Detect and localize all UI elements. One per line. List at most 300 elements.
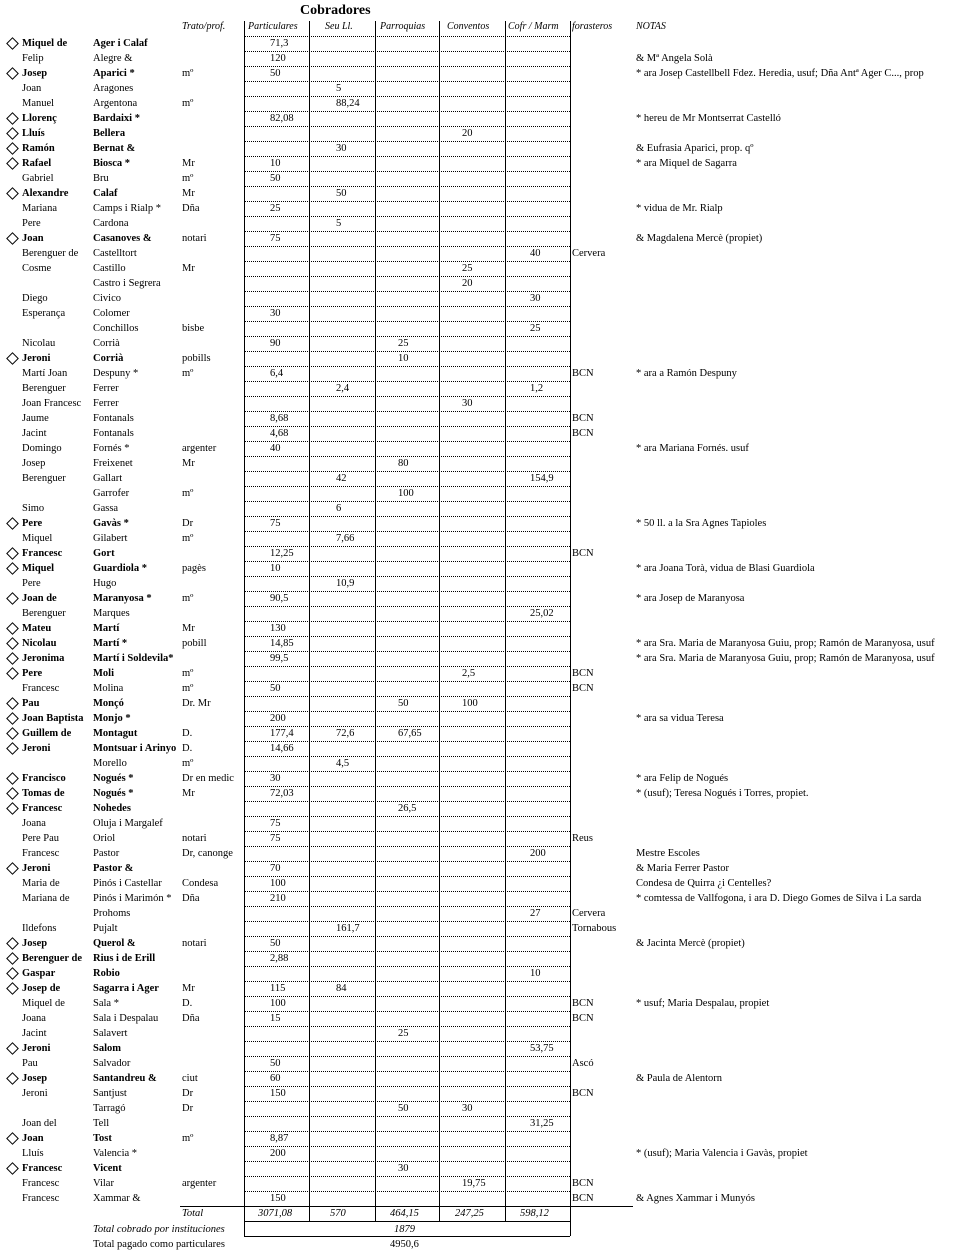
total-divider: [309, 1206, 310, 1221]
forasteros-cell: BCN: [572, 413, 594, 424]
table-row: [0, 276, 973, 291]
first-name: Josep de: [22, 983, 61, 994]
first-name: Simo: [22, 503, 45, 514]
table-row: [0, 1026, 973, 1041]
total-label: Total: [182, 1208, 204, 1219]
title-profession: mº: [182, 1133, 194, 1144]
table-row: [0, 381, 973, 396]
row-divider: [244, 321, 570, 322]
table-row: [0, 726, 973, 741]
note-cell: * usuf; Maria Despalau, propiet: [636, 998, 770, 1009]
table-row: [0, 696, 973, 711]
row-divider: [244, 471, 570, 472]
surname: Maranyosa *: [93, 593, 152, 604]
first-name: Cosme: [22, 263, 52, 274]
table-row: [0, 531, 973, 546]
title-profession: bisbe: [182, 323, 205, 334]
title-profession: Mr: [182, 623, 195, 634]
table-row: [0, 1086, 973, 1101]
title-profession: Dr: [182, 518, 194, 529]
row-divider: [244, 171, 570, 172]
table-row: [0, 471, 973, 486]
table-row: [0, 66, 973, 81]
first-name: Berenguer: [22, 383, 66, 394]
title-profession: Condesa: [182, 878, 219, 889]
row-divider: [244, 1026, 570, 1027]
total-divider: [439, 1206, 440, 1221]
title-profession: mº: [182, 668, 194, 679]
row-divider: [244, 291, 570, 292]
forasteros-cell: BCN: [572, 1193, 594, 1204]
surname: Querol &: [93, 938, 136, 949]
note-cell: Condesa de Quirra ¿i Centelles?: [636, 878, 772, 889]
diamond-marker-icon: [6, 1042, 19, 1055]
amount-cell: 99,5: [270, 653, 289, 664]
amount-cell: 2,4: [336, 383, 350, 394]
note-cell: * ara Sra. Maria de Maranyosa Guiu, prop; Ramón de Maranyosa, usuf: [636, 653, 935, 664]
forasteros-cell: BCN: [572, 548, 594, 559]
table-row: [0, 546, 973, 561]
row-divider: [244, 276, 570, 277]
row-divider: [244, 936, 570, 937]
diamond-marker-icon: [6, 1132, 19, 1145]
column-divider: [439, 21, 440, 1206]
first-name: Francesc: [22, 848, 60, 859]
table-row: [0, 231, 973, 246]
surname: Fornés *: [93, 443, 130, 454]
first-name: Jeroni: [22, 1043, 51, 1054]
title-profession: Dr: [182, 1103, 194, 1114]
diamond-marker-icon: [6, 712, 19, 725]
table-row: [0, 291, 973, 306]
amount-cell: 30: [336, 143, 347, 154]
amount-cell: 200: [530, 848, 546, 859]
diamond-marker-icon: [6, 187, 19, 200]
first-name: Josep: [22, 1073, 48, 1084]
first-name: Josep: [22, 938, 48, 949]
surname: Casanoves &: [93, 233, 152, 244]
amount-cell: 90: [270, 338, 281, 349]
first-name: Berenguer de: [22, 248, 79, 259]
surname: Aparici *: [93, 68, 135, 79]
table-row: [0, 831, 973, 846]
diamond-marker-icon: [6, 1072, 19, 1085]
table-row: [0, 846, 973, 861]
note-cell: * ara Miquel de Sagarra: [636, 158, 737, 169]
table-row: [0, 591, 973, 606]
table-row: [0, 996, 973, 1011]
amount-cell: 30: [398, 1163, 409, 1174]
surname: Rius i de Erill: [93, 953, 156, 964]
first-name: Francesc: [22, 683, 60, 694]
row-divider: [244, 486, 570, 487]
title-profession: mº: [182, 683, 194, 694]
total-conventos: 247,25: [455, 1208, 484, 1219]
row-divider: [244, 186, 570, 187]
surname: Valencia *: [93, 1148, 138, 1159]
diamond-marker-icon: [6, 982, 19, 995]
amount-cell: 20: [462, 128, 473, 139]
surname: Castillo: [93, 263, 126, 274]
table-row: [0, 141, 973, 156]
row-divider: [244, 231, 570, 232]
table-row: [0, 171, 973, 186]
first-name: Joan Francesc: [22, 398, 82, 409]
note-cell: * (usuf); Teresa Nogués i Torres, propiet.: [636, 788, 809, 799]
first-name: Joan Baptista: [22, 713, 84, 724]
row-divider: [244, 531, 570, 532]
amount-cell: 177,4: [270, 728, 294, 739]
row-divider: [244, 801, 570, 802]
first-name: Domingo: [22, 443, 62, 454]
diamond-marker-icon: [6, 547, 19, 560]
surname: Pinós i Marimón *: [93, 893, 172, 904]
amount-cell: 75: [270, 233, 281, 244]
diamond-marker-icon: [6, 772, 19, 785]
first-name: Berenguer: [22, 473, 66, 484]
amount-cell: 42: [336, 473, 347, 484]
diamond-marker-icon: [6, 67, 19, 80]
title-profession: mº: [182, 488, 194, 499]
row-divider: [244, 981, 570, 982]
amount-cell: 150: [270, 1088, 286, 1099]
note-cell: & Magdalena Mercè (propiet): [636, 233, 763, 244]
header-parroquias: Parroquias: [380, 21, 426, 32]
title-profession: Dr en medic: [182, 773, 234, 784]
title-profession: mº: [182, 368, 194, 379]
header-forasteros: forasteros: [572, 21, 613, 32]
first-name: Jacint: [22, 428, 47, 439]
total-divider: [570, 1206, 571, 1221]
title-profession: Mr: [182, 263, 195, 274]
first-name: Miquel: [22, 533, 53, 544]
table-row: [0, 1191, 973, 1206]
first-name: Gaspar: [22, 968, 56, 979]
row-divider: [244, 351, 570, 352]
first-name: Lluís: [22, 128, 45, 139]
amount-cell: 72,03: [270, 788, 294, 799]
table-row: [0, 1041, 973, 1056]
surname: Aragones: [93, 83, 134, 94]
table-row: [0, 651, 973, 666]
diamond-marker-icon: [6, 727, 19, 740]
table-row: [0, 741, 973, 756]
surname: Corrià: [93, 353, 124, 364]
amount-cell: 5: [336, 218, 342, 229]
first-name: Tomas de: [22, 788, 65, 799]
amount-cell: 90,5: [270, 593, 289, 604]
table-row: [0, 1161, 973, 1176]
first-name: Joan: [22, 83, 42, 94]
title-profession: Dr: [182, 1088, 194, 1099]
row-divider: [244, 876, 570, 877]
column-divider: [244, 21, 245, 1206]
note-cell: & Agnes Xammar i Munyós: [636, 1193, 755, 1204]
amount-cell: 200: [270, 1148, 286, 1159]
amount-cell: 154,9: [530, 473, 554, 484]
amount-cell: 14,85: [270, 638, 294, 649]
amount-cell: 210: [270, 893, 286, 904]
row-divider: [244, 1131, 570, 1132]
table-row: [0, 861, 973, 876]
total-parroquias: 464,15: [390, 1208, 419, 1219]
row-divider: [244, 336, 570, 337]
row-divider: [244, 1011, 570, 1012]
header-trato: Trato/prof.: [182, 21, 226, 32]
row-divider: [244, 786, 570, 787]
note-cell: & Eufrasia Aparici, prop. qº: [636, 143, 754, 154]
first-name: Francesc: [22, 1193, 60, 1204]
first-name: Lluís: [22, 1148, 44, 1159]
first-name: Joan: [22, 233, 44, 244]
forasteros-cell: Cervera: [572, 908, 606, 919]
amount-cell: 72,6: [336, 728, 355, 739]
first-name: Pere: [22, 578, 41, 589]
amount-cell: 20: [462, 278, 473, 289]
row-divider: [244, 591, 570, 592]
row-divider: [244, 261, 570, 262]
row-divider: [244, 921, 570, 922]
header-notas: NOTAS: [636, 21, 666, 32]
table-row: [0, 1011, 973, 1026]
note-cell: * ara Josep Castellbell Fdez. Heredia, usuf; Dña Antª Ager C..., prop: [636, 68, 924, 79]
first-name: Berenguer: [22, 608, 66, 619]
forasteros-cell: Reus: [572, 833, 593, 844]
first-name: Jeroni: [22, 743, 51, 754]
table-row: [0, 891, 973, 906]
surname: Salom: [93, 1043, 122, 1054]
amount-cell: 15: [270, 1013, 281, 1024]
first-name: Francisco: [22, 773, 66, 784]
note-cell: * 50 ll. a la Sra Agnes Tapioles: [636, 518, 767, 529]
diamond-marker-icon: [6, 112, 19, 125]
row-divider: [244, 546, 570, 547]
amount-cell: 50: [398, 698, 409, 709]
surname: Pujalt: [93, 923, 118, 934]
amount-cell: 7,66: [336, 533, 355, 544]
surname: Camps i Rialp *: [93, 203, 161, 214]
note-cell: & Jacinta Mercè (propiet): [636, 938, 745, 949]
title-profession: notari: [182, 833, 207, 844]
first-name: Diego: [22, 293, 48, 304]
row-divider: [244, 771, 570, 772]
table-row: [0, 51, 973, 66]
amount-cell: 50: [398, 1103, 409, 1114]
surname: Martí: [93, 623, 120, 634]
title-profession: D.: [182, 743, 193, 754]
amount-cell: 130: [270, 623, 286, 634]
note-cell: * ara Sra. Maria de Maranyosa Guiu, prop; Ramón de Maranyosa, usuf: [636, 638, 935, 649]
surname: Salavert: [93, 1028, 128, 1039]
surname: Despuny *: [93, 368, 139, 379]
surname: Marques: [93, 608, 130, 619]
amount-cell: 30: [270, 773, 281, 784]
surname: Sala *: [93, 998, 119, 1009]
surname: Xammar &: [93, 1193, 141, 1204]
row-divider: [244, 1161, 570, 1162]
surname: Santandreu &: [93, 1073, 157, 1084]
row-divider: [244, 696, 570, 697]
row-divider: [244, 891, 570, 892]
first-name: Josep: [22, 458, 46, 469]
row-divider: [244, 516, 570, 517]
table-row: [0, 96, 973, 111]
note-cell: * ara Mariana Fornés. usuf: [636, 443, 749, 454]
surname: Santjust: [93, 1088, 127, 1099]
first-name: Jeroni: [22, 1088, 48, 1099]
column-divider: [505, 21, 506, 1206]
title-profession: Mr: [182, 158, 195, 169]
first-name: Pere Pau: [22, 833, 60, 844]
table-row: [0, 951, 973, 966]
row-divider: [244, 441, 570, 442]
surname: Oluja i Margalef: [93, 818, 163, 829]
row-divider: [244, 366, 570, 367]
diamond-marker-icon: [6, 802, 19, 815]
surname: Monçó: [93, 698, 124, 709]
surname: Tarragó: [93, 1103, 126, 1114]
row-divider: [244, 576, 570, 577]
note-cell: & Maria Ferrer Pastor: [636, 863, 730, 874]
forasteros-cell: Ascó: [572, 1058, 594, 1069]
amount-cell: 50: [270, 1058, 281, 1069]
amount-cell: 25: [398, 338, 409, 349]
row-divider: [244, 846, 570, 847]
row-divider: [244, 756, 570, 757]
table-row: [0, 81, 973, 96]
diamond-marker-icon: [6, 562, 19, 575]
header-conventos: Conventos: [447, 21, 490, 32]
table-row: [0, 801, 973, 816]
amount-cell: 150: [270, 1193, 286, 1204]
first-name: Pere: [22, 518, 43, 529]
surname: Calaf: [93, 188, 118, 199]
surname: Ferrer: [93, 383, 119, 394]
amount-cell: 5: [336, 83, 342, 94]
surname: Gallart: [93, 473, 123, 484]
diamond-marker-icon: [6, 862, 19, 875]
row-divider: [244, 1101, 570, 1102]
table-row: [0, 786, 973, 801]
first-name: Joan del: [22, 1118, 57, 1129]
first-name: Mateu: [22, 623, 52, 634]
row-divider: [244, 951, 570, 952]
amount-cell: 88,24: [336, 98, 360, 109]
title-profession: mº: [182, 593, 194, 604]
table-row: [0, 756, 973, 771]
table-row: [0, 441, 973, 456]
table-row: [0, 201, 973, 216]
amount-cell: 10: [270, 563, 281, 574]
amount-cell: 10,9: [336, 578, 355, 589]
first-name: Josep: [22, 68, 48, 79]
row-divider: [244, 456, 570, 457]
title-profession: notari: [182, 233, 207, 244]
surname: Monjo *: [93, 713, 131, 724]
column-divider: [309, 21, 310, 1206]
table-row: [0, 636, 973, 651]
surname: Freixenet: [93, 458, 133, 469]
row-divider: [244, 66, 570, 67]
first-name: Guillem de: [22, 728, 72, 739]
row-divider: [244, 636, 570, 637]
row-divider: [244, 96, 570, 97]
surname: Bellera: [93, 128, 126, 139]
forasteros-cell: BCN: [572, 1178, 594, 1189]
surname: Oriol: [93, 833, 116, 844]
surname: Colomer: [93, 308, 130, 319]
first-name: Jeroni: [22, 353, 51, 364]
diamond-marker-icon: [6, 967, 19, 980]
total-divider: [244, 1206, 245, 1221]
row-divider: [244, 1116, 570, 1117]
amount-cell: 4,68: [270, 428, 289, 439]
title-profession: Mr: [182, 458, 195, 469]
note-cell: * ara Josep de Maranyosa: [636, 593, 745, 604]
amount-cell: 1,2: [530, 383, 544, 394]
diamond-marker-icon: [6, 127, 19, 140]
row-divider: [244, 1056, 570, 1057]
amount-cell: 40: [530, 248, 541, 259]
diamond-marker-icon: [6, 352, 19, 365]
table-row: [0, 681, 973, 696]
amount-cell: 71,3: [270, 38, 289, 49]
surname: Ager i Calaf: [93, 38, 148, 49]
note-cell: * ara a Ramón Despuny: [636, 368, 737, 379]
amount-cell: 100: [270, 878, 286, 889]
row-divider: [244, 156, 570, 157]
forasteros-cell: BCN: [572, 1088, 594, 1099]
first-name: Ildefons: [22, 923, 57, 934]
diamond-marker-icon: [6, 517, 19, 530]
title-profession: Dña: [182, 203, 200, 214]
note-cell: & Mª Angela Solà: [636, 53, 713, 64]
table-row: [0, 351, 973, 366]
amount-cell: 100: [398, 488, 414, 499]
first-name: Pere: [22, 668, 43, 679]
amount-cell: 75: [270, 518, 281, 529]
total-divider: [505, 1206, 506, 1221]
amount-cell: 100: [462, 698, 478, 709]
surname: Sagarra i Ager: [93, 983, 159, 994]
surname: Prohoms: [93, 908, 131, 919]
diamond-marker-icon: [6, 697, 19, 710]
diamond-marker-icon: [6, 742, 19, 755]
amount-cell: 200: [270, 713, 286, 724]
forasteros-cell: BCN: [572, 683, 594, 694]
title-profession: pobills: [182, 353, 211, 364]
surname: Morello: [93, 758, 127, 769]
row-divider: [244, 816, 570, 817]
surname: Fontanals: [93, 413, 134, 424]
surname: Conchillos: [93, 323, 139, 334]
table-row: [0, 1146, 973, 1161]
row-divider: [244, 621, 570, 622]
amount-cell: 6,4: [270, 368, 284, 379]
inst-bottom-line: [244, 1236, 570, 1237]
total-instituciones-value: 1879: [394, 1224, 415, 1235]
amount-cell: 50: [270, 683, 281, 694]
first-name: Maria de: [22, 878, 60, 889]
table-row: [0, 111, 973, 126]
surname: Biosca *: [93, 158, 131, 169]
note-cell: * vidua de Mr. Rialp: [636, 203, 723, 214]
first-name: Francesc: [22, 803, 63, 814]
table-row: [0, 126, 973, 141]
diamond-marker-icon: [6, 157, 19, 170]
surname: Pinós i Castellar: [93, 878, 162, 889]
surname: Gort: [93, 548, 115, 559]
